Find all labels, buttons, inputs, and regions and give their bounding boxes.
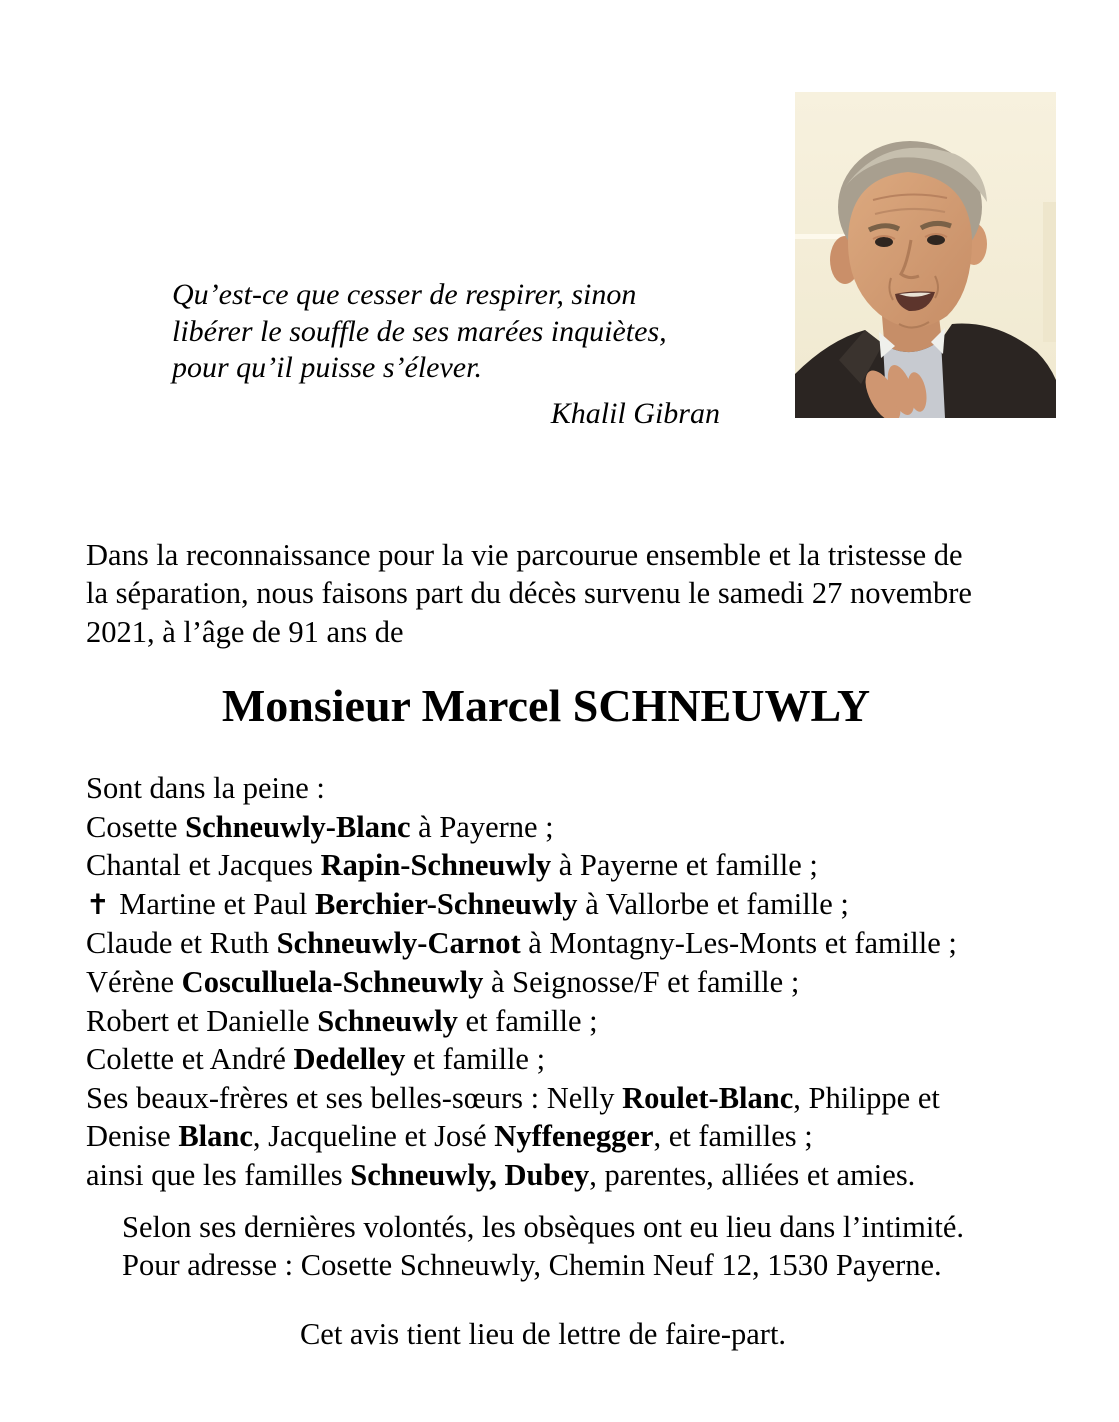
announcement-line: 2021, à l’âge de 91 ans de bbox=[86, 614, 404, 649]
list-item: ✝ Martine et Paul Berchier-Schneuwly à Vallorbe et famille ; bbox=[86, 886, 849, 921]
list-item: Claude et Ruth Schneuwly-Carnot à Montagny-Les-Monts et famille ; bbox=[86, 926, 957, 961]
list-item: Cosette Schneuwly-Blanc à Payerne ; bbox=[86, 809, 554, 844]
quote-line: pour qu’il puisse s’élever. bbox=[172, 351, 482, 385]
closing-notes bbox=[122, 1208, 964, 1284]
list-item: Robert et Danielle Schneuwly et famille ; bbox=[86, 1003, 598, 1038]
announcement-line: Dans la reconnaissance pour la vie parcourue ensemble et la tristesse de bbox=[86, 538, 963, 572]
quote-line: libérer le souffle de ses marées inquiètes, bbox=[172, 314, 667, 348]
announcement-line: la séparation, nous faisons part du décès survenu le samedi 27 novembre bbox=[86, 576, 972, 611]
list-item: Colette et André Dedelley et famille ; bbox=[86, 1042, 546, 1077]
quote-attribution: Khalil Gibran bbox=[550, 396, 720, 430]
mourners-list bbox=[86, 769, 957, 1195]
opening-quote bbox=[172, 277, 720, 432]
death-announcement bbox=[86, 536, 972, 651]
list-item: Vérène Cosculluela-Schneuwly à Seignosse/F et famille ; bbox=[86, 964, 800, 999]
deceased-photo bbox=[795, 92, 1056, 418]
list-item: Chantal et Jacques Rapin-Schneuwly à Payerne et famille ; bbox=[86, 848, 818, 883]
list-item: Denise Blanc, Jacqueline et José Nyffenegger, et familles ; bbox=[86, 1119, 813, 1154]
list-item: ainsi que les familles Schneuwly, Dubey, parentes, alliées et amies. bbox=[86, 1157, 916, 1192]
deceased-name-heading: Monsieur Marcel SCHNEUWLY bbox=[221, 680, 871, 731]
list-item: Ses beaux-frères et ses belles-sœurs : Nelly Roulet-Blanc, Philippe et bbox=[86, 1080, 940, 1115]
final-statement: Cet avis tient lieu de lettre de faire-part. bbox=[299, 1317, 787, 1351]
latin-cross-icon: ✝ bbox=[86, 887, 120, 921]
closing-line: Pour adresse : Cosette Schneuwly, Chemin Neuf 12, 1530 Payerne. bbox=[122, 1248, 942, 1283]
list-item: Sont dans la peine : bbox=[86, 771, 325, 805]
closing-line: Selon ses dernières volontés, les obsèques ont eu lieu dans l’intimité. bbox=[122, 1210, 964, 1244]
portrait-illustration bbox=[795, 92, 1056, 418]
quote-line: Qu’est-ce que cesser de respirer, sinon bbox=[172, 278, 637, 311]
